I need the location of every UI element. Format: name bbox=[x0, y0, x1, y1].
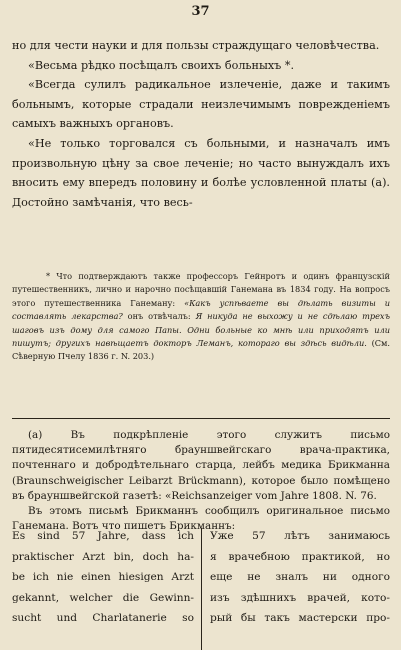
german-column bbox=[12, 526, 194, 629]
russian-column bbox=[210, 526, 390, 629]
footnote-answer: Я никуда не выхожу и не сдѣлаю трехъ шаговъ изъ дому для самого Папы. Одни больные ко мнѣ или приходятъ или пишутъ; другихъ навѣщаетъ докторъ Леманъ, котораго вы здѣсь видѣли. bbox=[12, 311, 391, 349]
german-line: gekannt, welcher die Gewinn- bbox=[12, 591, 194, 604]
russian-line: рый бы такъ мастерски про- bbox=[210, 612, 390, 625]
german-line: be ich nie einen hiesigen Arzt bbox=[12, 571, 194, 584]
footnote-text: * Что подтверждаютъ также профессоръ Гейнротъ и одинъ французскій путешественникъ, лично и нарочно посѣщавшій Ганемана въ 1834 году. На вопросъ этого путешественника Ганеману: bbox=[12, 271, 390, 308]
page-number: 37 bbox=[191, 4, 210, 19]
russian-line: я врачебною практикой, но bbox=[210, 550, 390, 563]
note-paragraph: (а) Въ подкрѣпленіе этого служитъ письмо пятидесятисемилѣтняго брауншвейгскаго врача-практика, почтеннаго и добродѣтельнаго старца, лейбъ медика Брикманна (Braunschweigischer Leibarzt Brückmann), которое было помѣщено въ брауншвейгской газетѣ: «Reichsanzeiger vom Jahre 1808. N. 76. bbox=[12, 429, 390, 502]
russian-line: Уже 57 лѣтъ занимаюсь bbox=[210, 530, 390, 542]
russian-line: изъ здѣшнихъ врачей, кото- bbox=[210, 591, 390, 604]
main-paragraph: но для чести науки и для пользы страждущаго человѣчества. bbox=[12, 39, 380, 52]
german-line: sucht und Charlatanerie so bbox=[12, 612, 194, 625]
footnote-citation: (См. Сѣверную Пчелу 1836 г. N. 203.) bbox=[12, 338, 390, 362]
german-line: Es sind 57 Jahre, dass ich bbox=[12, 530, 194, 542]
column-divider bbox=[201, 528, 202, 650]
main-paragraph: «Не только торговался съ больными, и назначалъ имъ произвольную цѣну за свое леченіе; но часто вынуждалъ ихъ вносить ему впередъ половину и болѣе условленной платы (а). Достойно замѣчанія, что весь- bbox=[12, 136, 390, 209]
footnote bbox=[12, 270, 390, 364]
footnote-text: онъ отвѣчалъ: bbox=[122, 311, 196, 322]
footnote-quote: «Какъ успѣваете вы дѣлать визиты и составлять лекарства? bbox=[12, 297, 390, 322]
section-divider bbox=[12, 418, 390, 419]
german-line: praktischer Arzt bin, doch ha- bbox=[12, 550, 194, 563]
note-section bbox=[12, 428, 390, 534]
footnote-paragraph bbox=[12, 270, 390, 364]
main-paragraph: «Весьма рѣдко посѣщалъ своихъ больныхъ *. bbox=[28, 58, 295, 72]
parallel-columns bbox=[12, 526, 390, 650]
main-text bbox=[12, 36, 390, 212]
russian-line: еще не зналъ ни одного bbox=[210, 571, 390, 584]
note-paragraph: Въ этомъ письмѣ Брикманнъ сообщилъ оригинальное письмо Ганемана. Вотъ что пишетъ Брикманнъ: bbox=[12, 505, 390, 533]
main-paragraph: «Всегда сулилъ радикальное излеченіе, даже и такимъ больнымъ, которые страдали неизлечимымъ поврежденіемъ самыхъ важныхъ органовъ. bbox=[12, 78, 390, 131]
